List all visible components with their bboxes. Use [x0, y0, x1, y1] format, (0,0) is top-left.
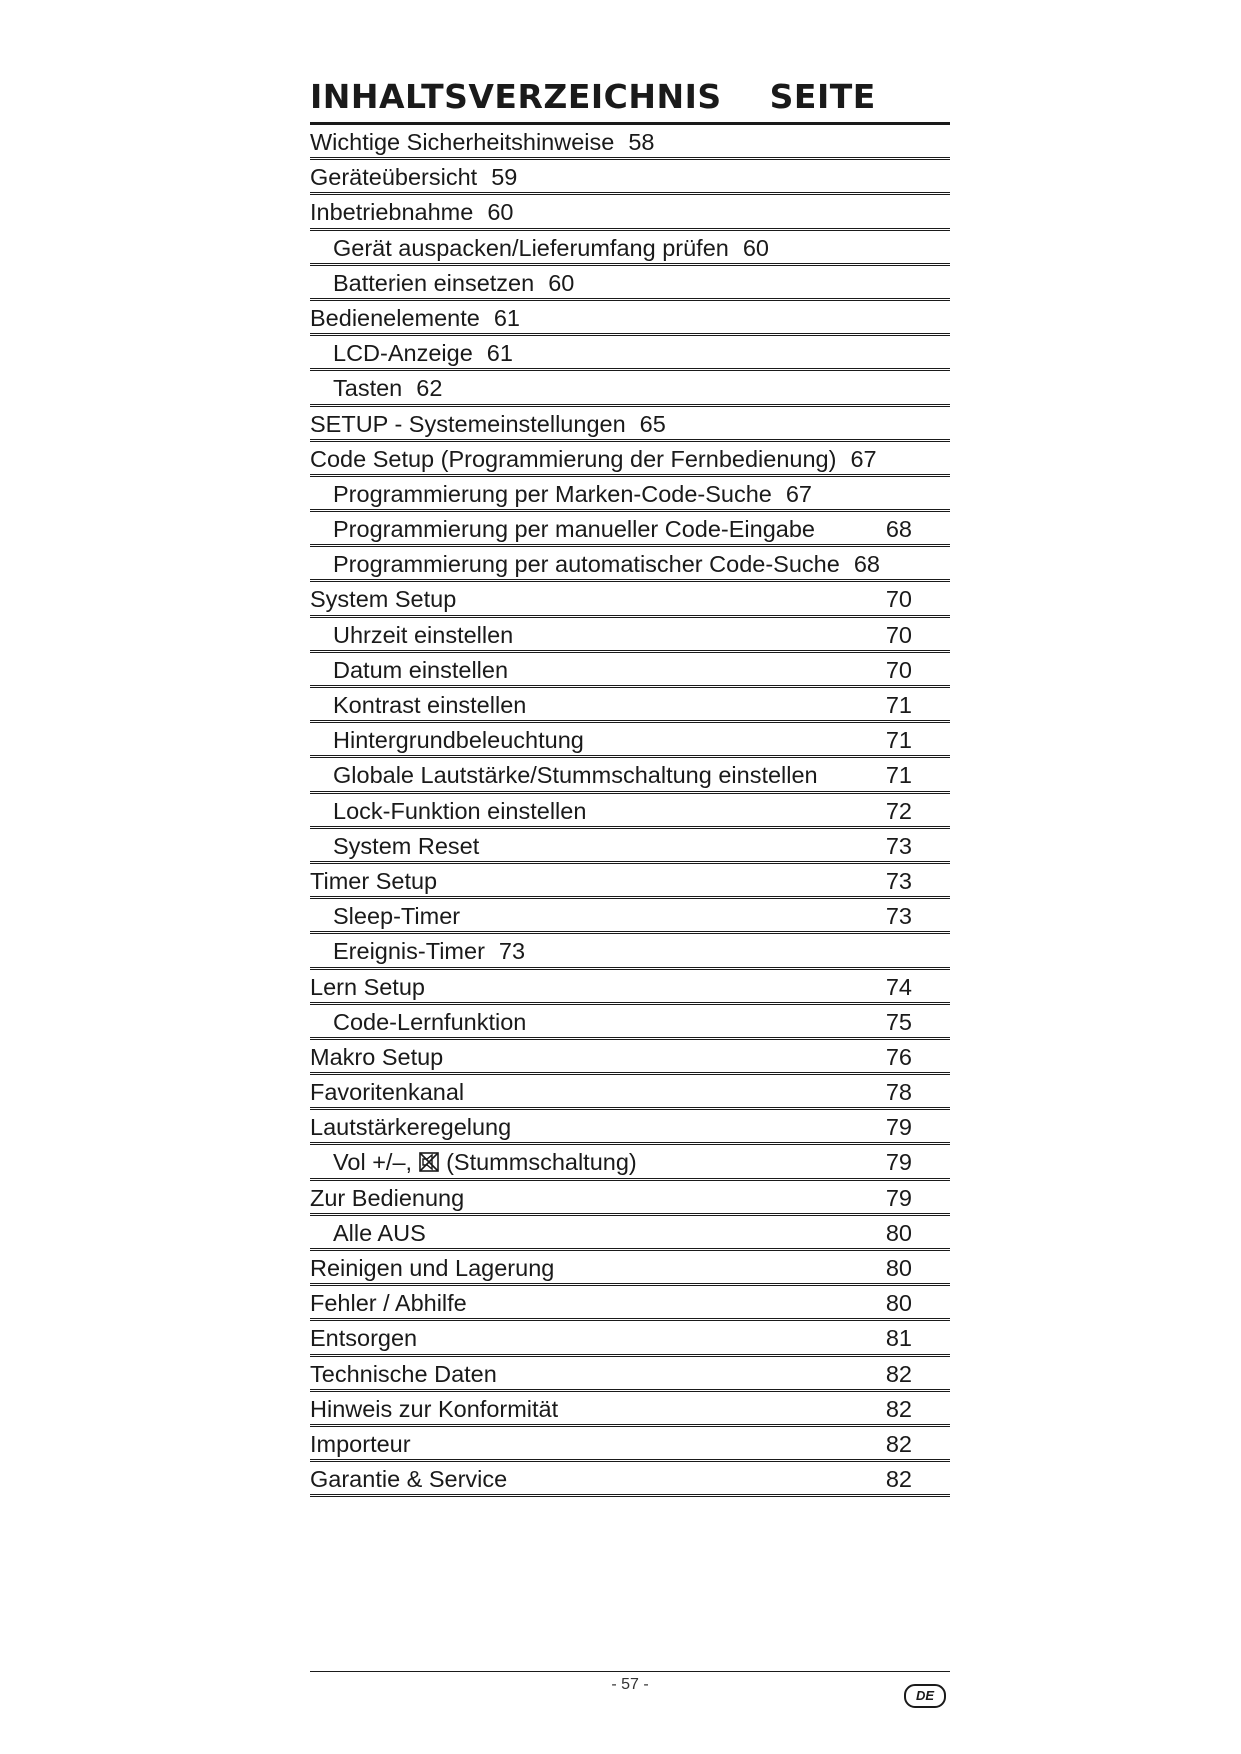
toc-entry-label: [333, 551, 880, 578]
toc-entry[interactable]: [310, 1251, 950, 1286]
toc-entry-label: [333, 938, 525, 965]
toc-entry-page: 79: [885, 1149, 912, 1176]
toc-entry[interactable]: [310, 864, 950, 899]
toc-entry-label: [310, 1044, 443, 1071]
toc-entry[interactable]: [310, 477, 950, 512]
toc-entry-title: Inbetriebnahme: [310, 199, 474, 226]
toc-entry-page: 60: [742, 234, 769, 261]
toc-entry-title: Lern Setup: [310, 973, 425, 1000]
toc-entry-page: 73: [885, 903, 912, 930]
toc-entry-page: 76: [885, 1043, 912, 1070]
toc-entry-page: 59: [491, 164, 518, 191]
toc-entry-title: Timer Setup: [310, 867, 438, 894]
toc-list: [310, 122, 950, 1497]
toc-entry-label: [333, 657, 508, 684]
toc-entry-title: Technische Daten: [310, 1360, 497, 1387]
toc-entry-page: 70: [885, 621, 912, 648]
toc-entry[interactable]: [310, 1075, 950, 1110]
toc-entry-label: [333, 270, 574, 297]
toc-entry-label: [310, 1185, 464, 1212]
toc-entry[interactable]: [310, 582, 950, 617]
toc-page: [310, 62, 950, 1497]
toc-entry-page: 78: [885, 1079, 912, 1106]
toc-entry[interactable]: [310, 1392, 950, 1427]
toc-entry-title: System Reset: [333, 832, 480, 859]
page-column-label: SEITE: [769, 77, 876, 116]
toc-entry-label: [310, 1466, 507, 1493]
toc-entry-label: [333, 833, 479, 860]
toc-entry[interactable]: [310, 1110, 950, 1145]
toc-entry[interactable]: [310, 934, 950, 969]
toc-entry-title: Alle AUS: [333, 1219, 426, 1246]
toc-entry-title: Programmierung per automatischer Code-Suche: [333, 551, 840, 578]
toc-entry[interactable]: [310, 1005, 950, 1040]
toc-entry-label: [310, 411, 666, 438]
toc-entry[interactable]: [310, 1321, 950, 1356]
toc-entry-title: Batterien einsetzen: [333, 269, 535, 296]
toc-entry-label: [333, 727, 584, 754]
toc-entry-label: [333, 1009, 526, 1036]
toc-entry-title: Tasten: [333, 375, 403, 402]
toc-entry[interactable]: [310, 653, 950, 688]
toc-entry-label: [310, 446, 877, 473]
toc-entry[interactable]: [310, 301, 950, 336]
toc-entry-title: Code Setup (Programmierung der Fernbedienung): [310, 445, 837, 472]
toc-entry-label: [310, 1255, 554, 1282]
toc-entry[interactable]: [310, 794, 950, 829]
toc-entry[interactable]: [310, 125, 950, 160]
toc-entry-label: [310, 974, 425, 1001]
toc-entry-page: 62: [416, 375, 443, 402]
toc-entry-page: 68: [885, 516, 912, 543]
toc-entry-title: Favoritenkanal: [310, 1079, 465, 1106]
toc-entry-page: 68: [853, 551, 880, 578]
toc-entry[interactable]: [310, 618, 950, 653]
page-title: INHALTSVERZEICHNIS: [310, 77, 722, 116]
toc-entry-label: [310, 1114, 511, 1141]
toc-entry-page: 82: [885, 1466, 912, 1493]
toc-entry-page: 79: [885, 1114, 912, 1141]
toc-entry-page: 61: [486, 340, 513, 367]
toc-entry-label: [310, 868, 437, 895]
toc-entry-title: Ereignis-Timer: [333, 938, 485, 965]
toc-entry-page: 60: [548, 269, 575, 296]
toc-entry-page: 65: [639, 410, 666, 437]
toc-entry[interactable]: [310, 1462, 950, 1497]
toc-entry-title: Importeur: [310, 1430, 411, 1457]
toc-entry-page: 58: [628, 129, 655, 155]
toc-entry-title: Reinigen und Lagerung: [310, 1255, 555, 1281]
toc-entry-title: Uhrzeit einstellen: [333, 621, 514, 648]
toc-entry-page: 61: [493, 304, 520, 331]
toc-entry-page: 67: [850, 445, 877, 472]
toc-entry-title: Programmierung per Marken-Code-Suche: [333, 480, 772, 507]
toc-entry-page: 82: [885, 1395, 912, 1422]
toc-entry-label: [333, 516, 815, 543]
toc-entry[interactable]: [310, 442, 950, 477]
toc-entry-title: Kontrast einstellen: [333, 692, 527, 718]
toc-entry-title: Geräteübersicht: [310, 164, 478, 191]
toc-entry-title: Makro Setup: [310, 1043, 444, 1070]
toc-entry-label: [333, 798, 586, 825]
page-footer: [310, 1671, 950, 1703]
toc-entry-label: [333, 692, 526, 719]
toc-entry[interactable]: [310, 1145, 950, 1180]
toc-entry-label: [333, 1220, 426, 1247]
toc-entry-title: Entsorgen: [310, 1325, 418, 1352]
toc-entry[interactable]: [310, 195, 950, 230]
toc-entry-title: SETUP - Systemeinstellungen: [310, 410, 626, 437]
toc-entry-page: 81: [885, 1325, 912, 1352]
toc-entry-title: Sleep-Timer: [333, 903, 461, 930]
toc-entry-title-suffix: (Stummschaltung): [446, 1149, 637, 1176]
toc-entry-label: [333, 481, 812, 508]
toc-entry-page: 73: [885, 832, 912, 859]
toc-entry[interactable]: [310, 1040, 950, 1075]
toc-entry-label: [310, 1079, 464, 1106]
toc-entry-page: 71: [885, 727, 912, 754]
toc-entry[interactable]: [310, 547, 950, 582]
toc-entry-title: Garantie & Service: [310, 1466, 508, 1493]
toc-entry-page: 80: [885, 1219, 912, 1246]
toc-entry-label: [333, 375, 442, 402]
toc-entry-page: 82: [885, 1430, 912, 1457]
toc-entry[interactable]: [310, 266, 950, 301]
toc-entry[interactable]: [310, 758, 950, 793]
page-number: - 57 -: [611, 1676, 649, 1693]
toc-entry-page: 80: [885, 1290, 912, 1317]
toc-entry[interactable]: [310, 723, 950, 758]
toc-entry-page: 74: [885, 973, 912, 1000]
toc-entry-title: Programmierung per manueller Code-Eingabe: [333, 516, 816, 543]
toc-entry[interactable]: [310, 899, 950, 934]
toc-entry[interactable]: [310, 512, 950, 547]
toc-entry[interactable]: [310, 1357, 950, 1392]
toc-entry-label: [310, 1431, 411, 1458]
toc-entry-page: 73: [498, 938, 526, 965]
toc-entry-title: LCD-Anzeige: [333, 340, 473, 367]
toc-entry[interactable]: [310, 371, 950, 406]
toc-entry-label: [333, 235, 769, 262]
toc-entry-label: [310, 1325, 417, 1352]
toc-entry-title: Wichtige Sicherheitshinweise: [310, 129, 615, 155]
toc-entry-title: Hinweis zur Konformität: [310, 1395, 559, 1422]
toc-entry-page: 72: [885, 797, 912, 824]
toc-entry-page: 75: [885, 1008, 912, 1035]
toc-entry-label: [333, 762, 818, 789]
toc-entry-label: [333, 340, 513, 367]
toc-entry[interactable]: [310, 688, 950, 723]
toc-entry-page: 73: [885, 867, 912, 894]
toc-header: [310, 62, 950, 116]
toc-entry-page: 79: [885, 1184, 912, 1211]
toc-entry-title: Zur Bedienung: [310, 1184, 465, 1211]
toc-entry[interactable]: [310, 1216, 950, 1251]
toc-entry[interactable]: [310, 1286, 950, 1321]
toc-entry-label: [333, 622, 513, 649]
toc-entry-page: 82: [885, 1360, 912, 1387]
toc-entry-label: [310, 1290, 467, 1317]
toc-entry[interactable]: [310, 407, 950, 442]
toc-entry[interactable]: [310, 336, 950, 371]
toc-entry[interactable]: [310, 231, 950, 266]
toc-entry-label: [310, 129, 654, 156]
toc-entry-label: [310, 586, 456, 613]
toc-entry-label: [310, 199, 513, 226]
toc-entry-page: 67: [785, 480, 812, 507]
toc-entry-title: Hintergrundbeleuchtung: [333, 727, 584, 754]
toc-entry[interactable]: [310, 1427, 950, 1462]
toc-entry-title: Bedienelemente: [310, 304, 480, 331]
mute-icon: [418, 1151, 440, 1173]
toc-entry-page: 71: [885, 762, 912, 789]
toc-entry-title: Gerät auspacken/Lieferumfang prüfen: [333, 234, 729, 261]
toc-entry-page: 71: [885, 692, 912, 718]
toc-entry-title: Lautstärkeregelung: [310, 1114, 512, 1141]
toc-entry-page: 80: [885, 1255, 912, 1281]
toc-entry[interactable]: [310, 970, 950, 1005]
toc-entry-title: Globale Lautstärke/Stummschaltung einstellen: [333, 762, 818, 789]
language-badge: DE: [904, 1684, 946, 1708]
toc-entry[interactable]: [310, 160, 950, 195]
toc-entry[interactable]: [310, 1181, 950, 1216]
toc-entry[interactable]: [310, 829, 950, 864]
toc-entry-label: [333, 1149, 637, 1176]
toc-entry-title: Code-Lernfunktion: [333, 1008, 527, 1035]
toc-entry-label: [333, 903, 460, 930]
toc-entry-title: Vol +/–,: [333, 1149, 413, 1176]
toc-entry-label: [310, 1396, 558, 1423]
toc-entry-title: Fehler / Abhilfe: [310, 1290, 467, 1317]
toc-entry-title: System Setup: [310, 586, 457, 613]
toc-entry-label: [310, 1361, 497, 1388]
toc-entry-page: 60: [487, 199, 514, 226]
toc-entry-title: Lock-Funktion einstellen: [333, 797, 587, 824]
toc-entry-label: [310, 164, 517, 191]
toc-entry-label: [310, 305, 520, 332]
toc-entry-title: Datum einstellen: [333, 656, 509, 683]
toc-entry-page: 70: [885, 656, 912, 683]
toc-entry-page: 70: [885, 586, 912, 613]
